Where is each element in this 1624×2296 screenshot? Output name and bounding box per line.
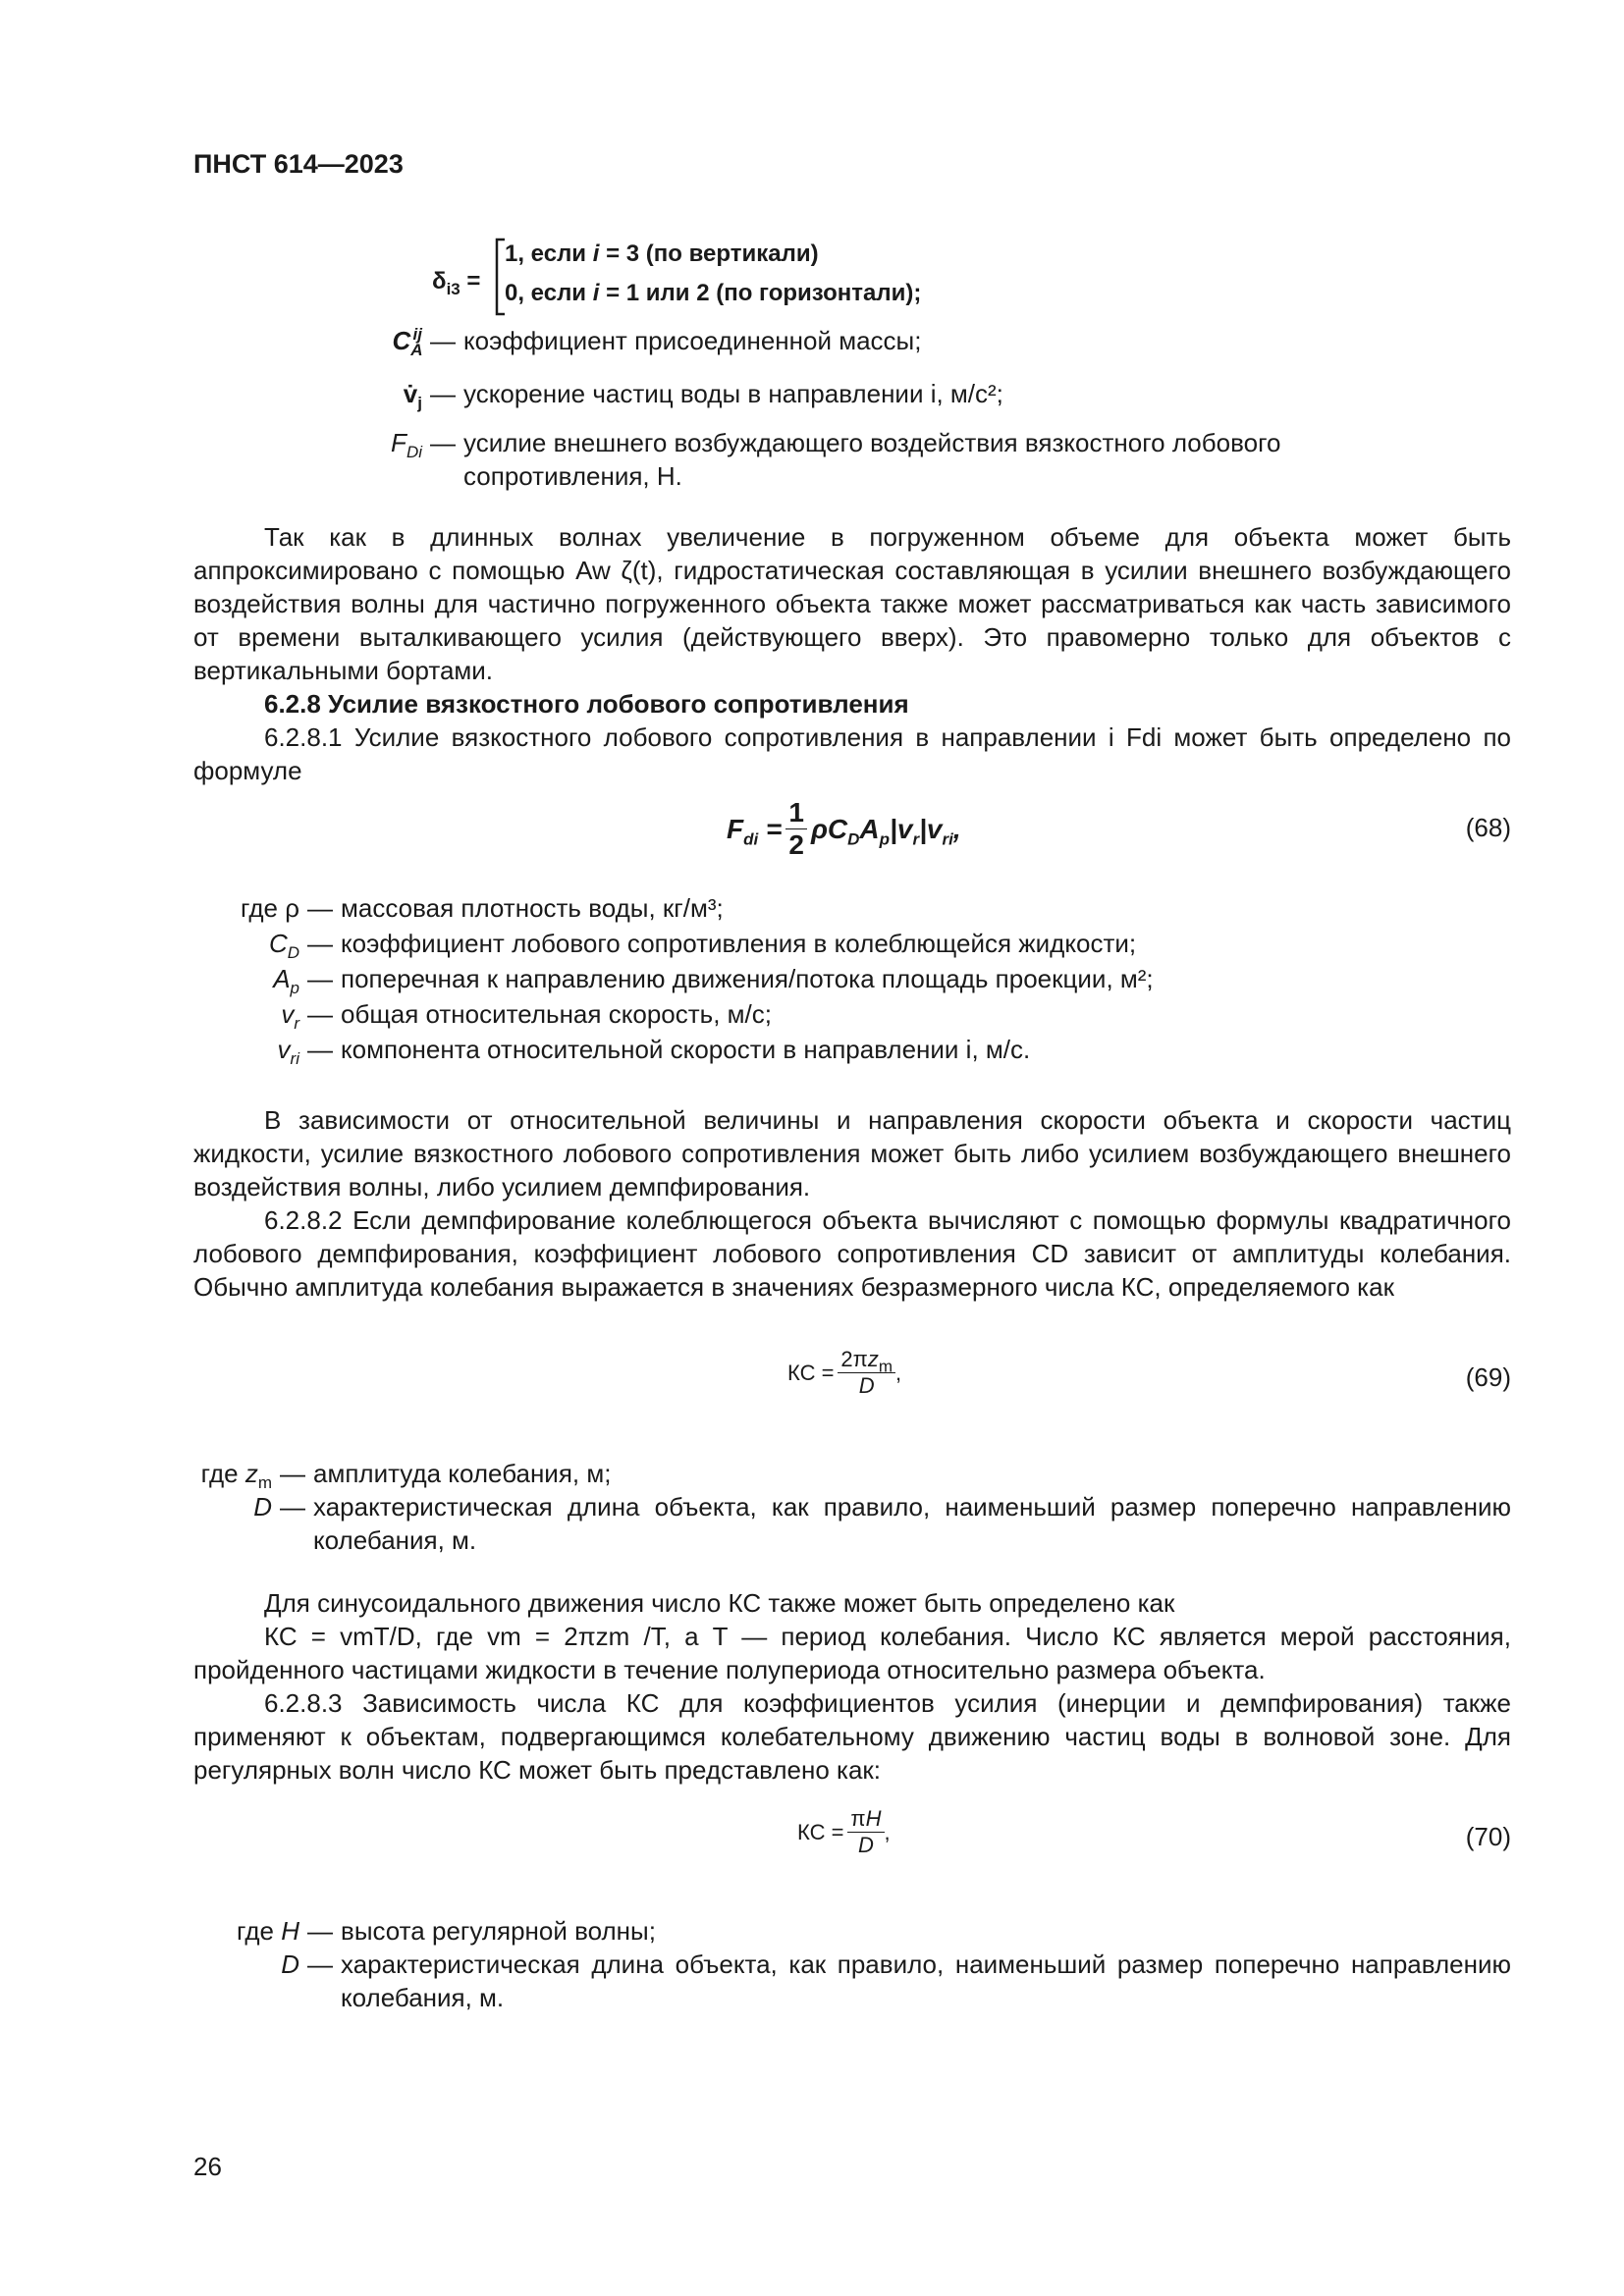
paragraph-kc-definition: КС = vmT/D, где vm = 2πzm /T, а T — период колебания. Число КС является мерой расстояния, пройденного частицами жидкости в течение полупериода относительно размера объекта. [193, 1622, 1511, 1684]
def-text: ускорение частиц воды в направлении i, м/с²; [463, 379, 1003, 408]
def-text: общая относительная скорость, м/с; [341, 999, 772, 1029]
def-text: характеристическая длина объекта, как правило, наименьший размер поперечно направлению колебания, м. [341, 1949, 1511, 2012]
def-ap: $A_p$ — поперечная к направлению движения/потока площадь проекции, м²; [193, 962, 1273, 995]
def-vr: $v_r$ — общая относительная скорость, м/с; [193, 997, 1273, 1031]
def-symbol: где H [237, 1916, 299, 1946]
def-text: высота регулярной волны; [341, 1916, 656, 1946]
paragraph-sinusoidal: Для синусоидального движения число КС также может быть определено как [264, 1588, 1175, 1618]
def-text: массовая плотность воды, кг/м³; [341, 893, 724, 923]
def-text: поперечная к направлению движения/потока площадь проекции, м²; [341, 964, 1154, 993]
def-text: амплитуда колебания, м; [313, 1459, 612, 1488]
def-text: усилие внешнего возбуждающего воздействия вязкостного лобового сопротивления, Н. [463, 428, 1281, 491]
def-symbol: $A_p$ [273, 964, 299, 998]
def-text: коэффициент присоединенной массы; [463, 326, 922, 355]
def-symbol: $C_A^{ij}$ [392, 325, 423, 360]
def-particle-accel: $v̇_j$ — ускорение частиц воды в направлении i, м/с²; [324, 377, 1404, 410]
def-d-69: D — характеристическая длина объекта, как правило, наименьший размер поперечно направлению колебания, м. [193, 1490, 1511, 1557]
def-added-mass: $C_A^{ij}$ — коэффициент присоединенной массы; [324, 324, 1404, 357]
equation-68: $F_{di}$ = $\frac{1}{2}$ $\rho C_DA_p|v_r|v_{ri}$, [727, 797, 961, 860]
page-number: 26 [193, 2152, 222, 2181]
paragraph-6-2-8-1: 6.2.8.1 Усилие вязкостного лобового сопротивления в направлении i Fdi может быть определено по формуле [193, 722, 1511, 785]
def-symbol: $C_D$ [268, 929, 299, 963]
equation-69: КС = $\frac{2\pi z_m}{D}$ , [787, 1347, 902, 1398]
paragraph-long-waves: Так как в длинных волнах увеличение в погруженном объеме для объекта может быть аппроксимировано с помощью Aw ζ(t), гидростатическая составляющая в усилии внешнего возбуждающего воздействия волны для частично погруженного объекта также может рассматриваться как часть зависимого от времени выталкивающего усилия (действующего вверх). Это правомерно только для объектов с вертикальными бортами. [193, 522, 1511, 685]
def-vri: $v_{ri}$ — компонента относительной скорости в направлении i, м/с. [193, 1033, 1273, 1066]
def-symbol: $v_r$ [281, 999, 299, 1034]
paragraph-6-2-8-3: 6.2.8.3 Зависимость числа КС для коэффициентов усилия (инерции и демпфирования) также применяют к объектам, подвергающимся колебательному движению частиц воды в волновой зоне. Для регулярных волн число КС может быть представлено как: [193, 1688, 1511, 1785]
def-text: компонента относительной скорости в направлении i, м/с. [341, 1035, 1031, 1064]
paragraph-6-2-8-2: 6.2.8.2 Если демпфирование колеблющегося объекта вычисляют с помощью формулы квадратичного лобового демпфирования, коэффициент лобового сопротивления CD зависит от амплитуды колебания. Обычно амплитуда колебания выражается в значениях безразмерного числа КС, определяемого как [193, 1205, 1511, 1302]
def-symbol: D [253, 1492, 272, 1522]
document-header: ПНСТ 614—2023 [193, 149, 404, 179]
equation-68-number: (68) [1465, 813, 1511, 842]
def-d-70: D — характеристическая длина объекта, как правило, наименьший размер поперечно направлению колебания, м. [193, 1948, 1511, 2014]
def-symbol: D [281, 1949, 299, 1979]
def-cd: $C_D$ — коэффициент лобового сопротивления в колеблющейся жидкости; [193, 927, 1273, 960]
def-symbol: где ρ [241, 893, 299, 923]
def-text: коэффициент лобового сопротивления в колеблющейся жидкости; [341, 929, 1137, 958]
equation-69-number: (69) [1465, 1362, 1511, 1392]
equation-70: КС = $\frac{\pi H}{D}$ , [797, 1806, 891, 1857]
def-symbol: $F_{Di}$ [391, 428, 422, 462]
delta-case-2: 0, если i = 1 или 2 (по горизонтали); [505, 280, 922, 306]
def-rho: где ρ — массовая плотность воды, кг/м³; [193, 891, 1273, 925]
def-text: характеристическая длина объекта, как правило, наименьший размер поперечно направлению колебания, м. [313, 1492, 1511, 1555]
def-h: где H — высота регулярной волны; [193, 1914, 1511, 1948]
delta-lhs: $\delta_{i3}$ = [432, 268, 481, 298]
def-symbol: где $z_m$ [200, 1459, 272, 1493]
delta-case-1: 1, если i = 3 (по вертикали) [505, 240, 819, 267]
equation-70-number: (70) [1465, 1822, 1511, 1851]
def-zm: где $z_m$ — амплитуда колебания, м; [193, 1457, 1511, 1490]
section-title: 6.2.8 Усилие вязкостного лобового сопротивления [264, 689, 909, 719]
def-symbol: $v̇_j$ [403, 379, 422, 413]
def-symbol: $v_{ri}$ [277, 1035, 299, 1069]
def-drag-force: $F_{Di}$ — усилие внешнего возбуждающего воздействия вязкостного лобового сопротивления, Н. [324, 426, 1326, 493]
paragraph-relative-velocity: В зависимости от относительной величины и направления скорости объекта и скорости частиц жидкости, усилие вязкостного лобового сопротивления может быть либо усилием возбуждающего внешнего воздействия волны, либо усилием демпфирования. [193, 1105, 1511, 1201]
